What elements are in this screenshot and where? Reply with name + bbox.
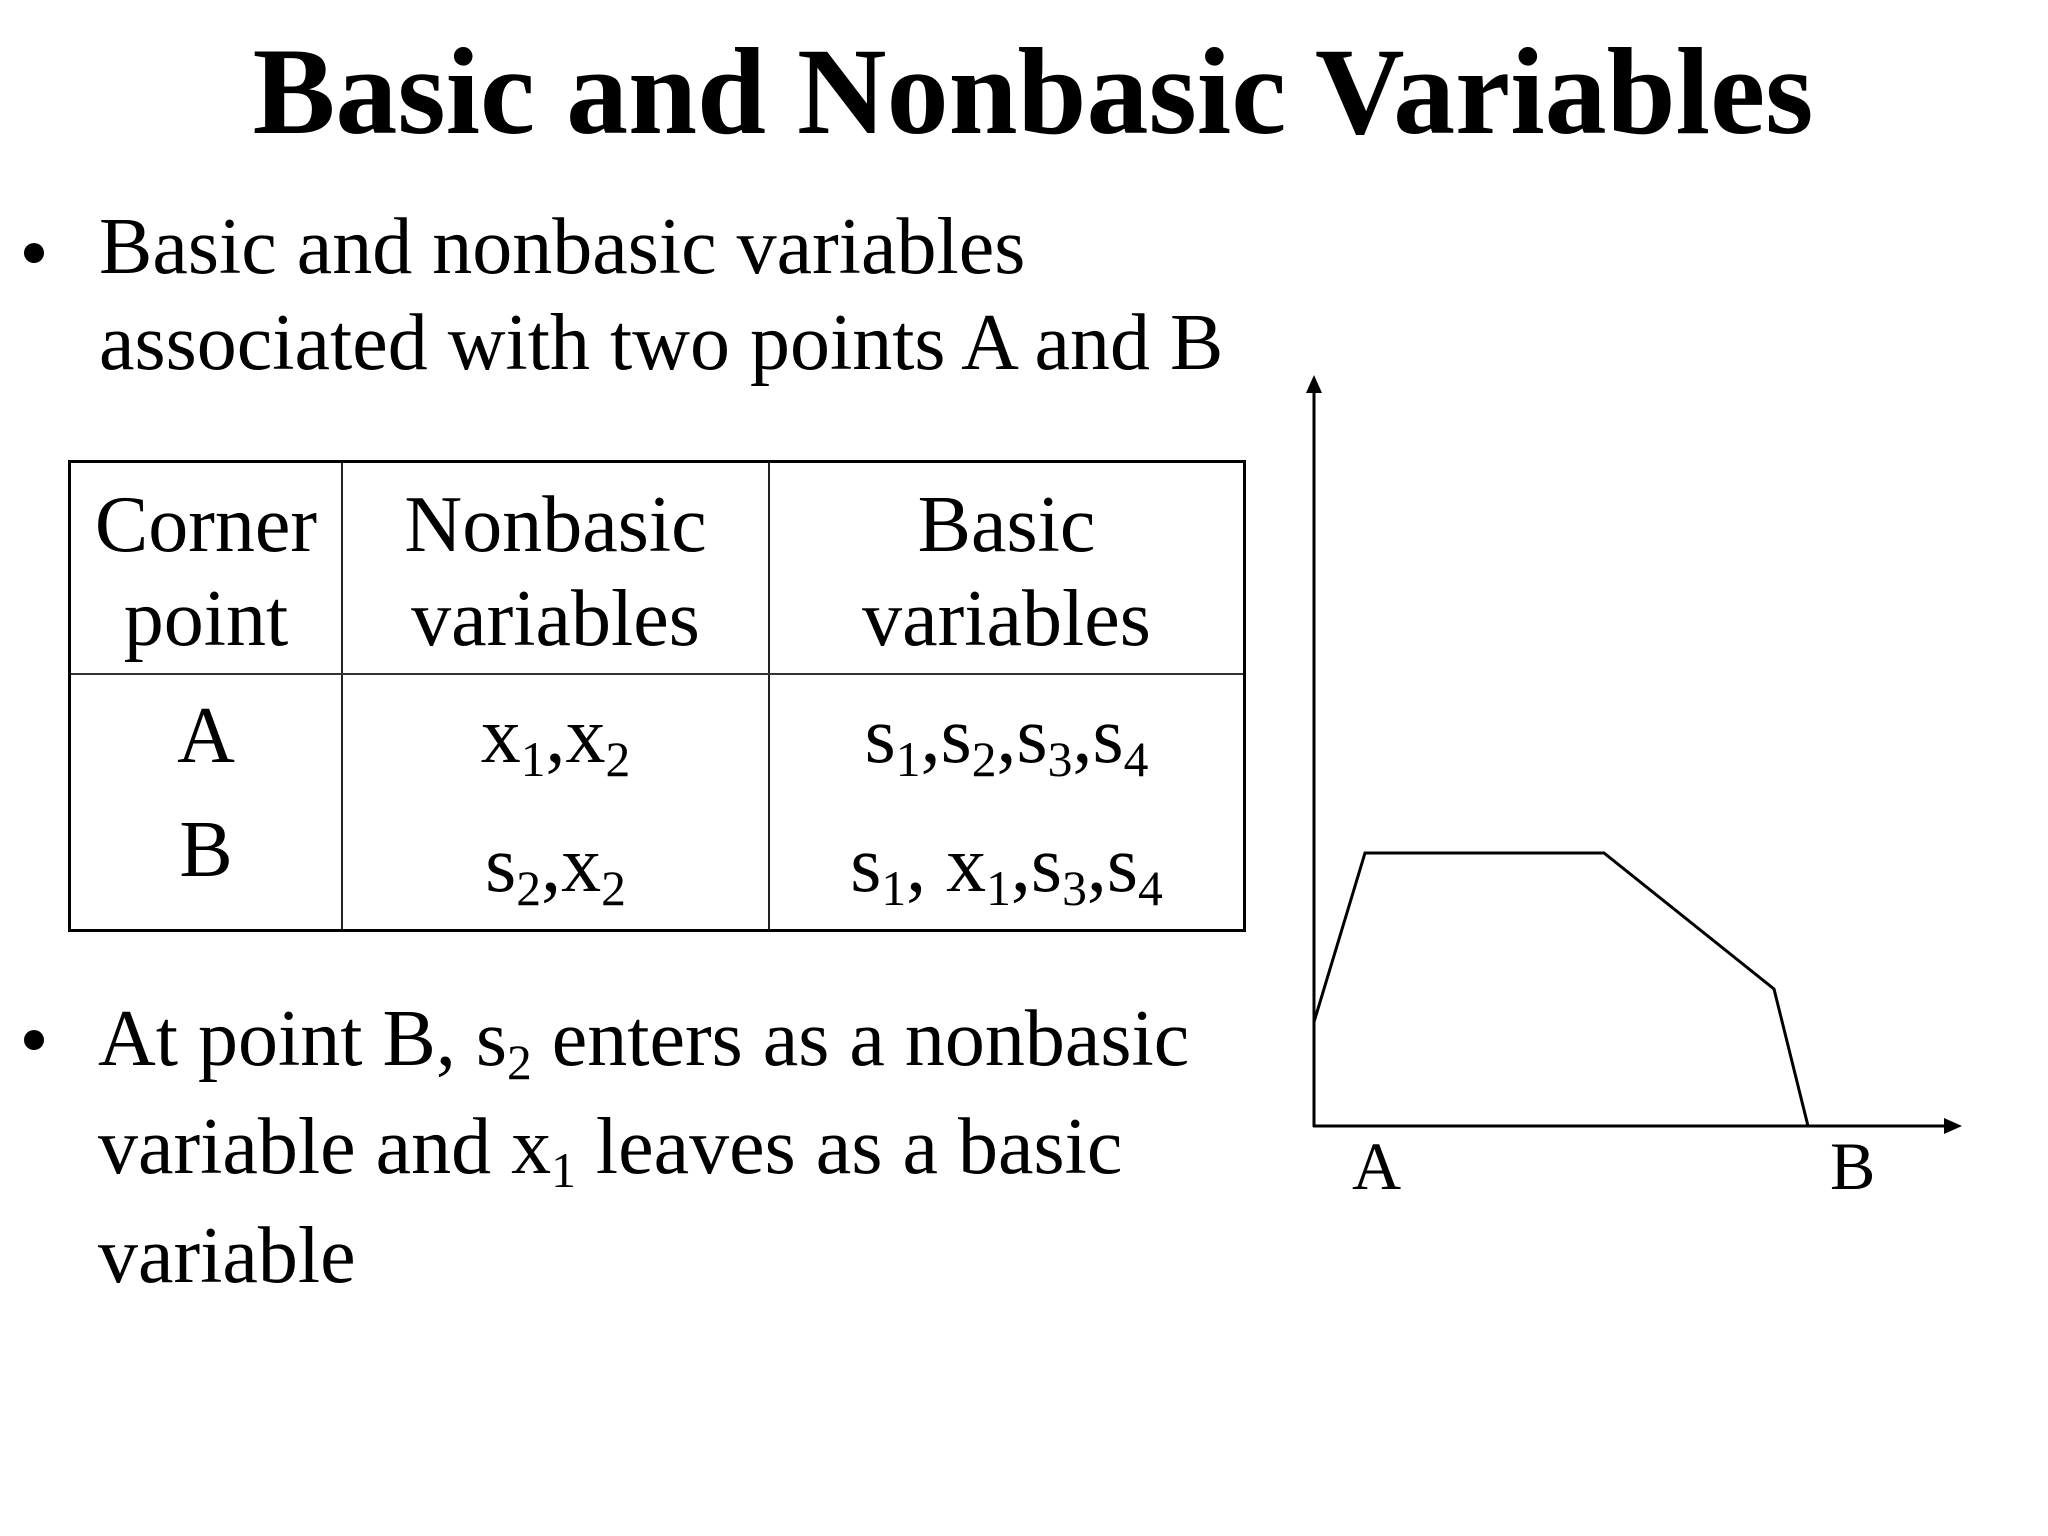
y-axis [1306,375,1322,1127]
point-label-a: A [1352,1128,1402,1204]
table-cell-corner-a: A [177,692,235,780]
x-axis-arrow-icon [1944,1118,1962,1134]
bullet-1-line-2: associated with two points A and B [99,299,1224,387]
bullet-2-line-3: variable [98,1212,356,1300]
bullet-2-line-2: variable and $x_1$ leaves as a basic [98,1103,1123,1198]
bullet-2-line-1: At point B, $s_2$ enters as a nonbasic [98,995,1190,1090]
table-cell-corner-b: B [179,806,233,894]
header-nonbasic-variables: Nonbasic variables [404,481,707,663]
table-cell-nonbasic-a: $x_1,x_2$ [480,692,631,787]
bullet-1-line-1: Basic and nonbasic variables [99,203,1026,291]
table-cell-basic-b: $s_1$, $x_1,s_3,s_4$ [850,821,1163,916]
table-cell-nonbasic-b: $s_2,x_2$ [485,821,626,916]
slide-title: Basic and Nonbasic Variables [252,23,1814,160]
y-axis-arrow-icon [1306,375,1322,393]
table-cell-basic-a: $s_1,s_2,s_3,s_4$ [864,692,1149,787]
header-corner-point: Corner point [94,481,318,663]
header-basic-variables: Basic variables [862,481,1151,663]
feasible-region-boundary [1314,853,1808,1126]
point-label-b: B [1830,1128,1876,1204]
